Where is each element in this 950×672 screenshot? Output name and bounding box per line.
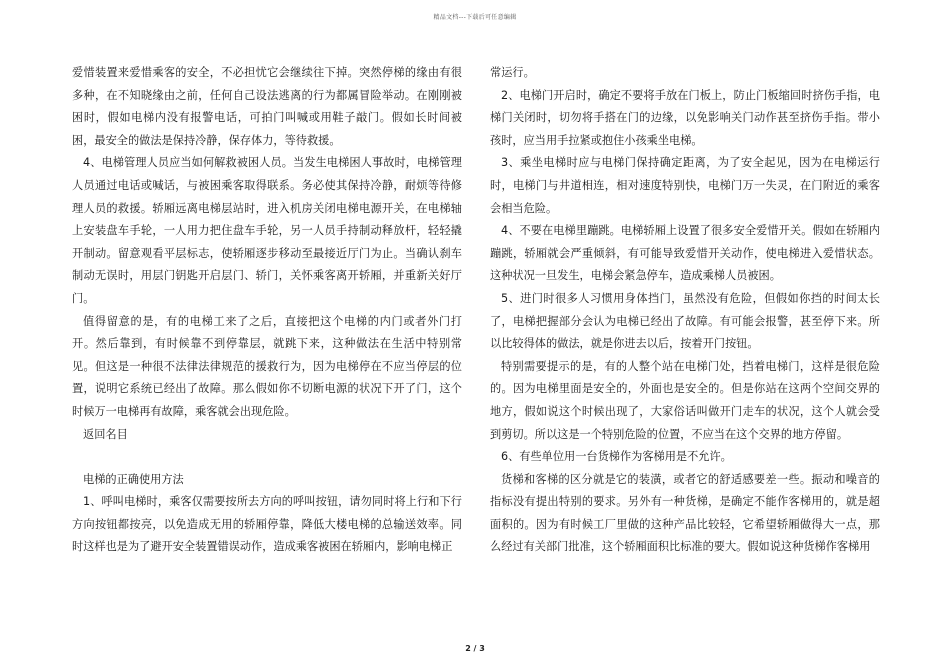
section-heading: 电梯的正确使用方法 <box>83 472 184 486</box>
right-column <box>490 62 880 559</box>
paragraph: 特别需要提示的是，有的人整个站在电梯门处，挡着电梯门，这样是很危险的。因为电梯里面是安全的，外面也是安全的。但是你站在这两个空间交界的地方，假如说这个时候出现了，大家俗话叫做开门走车的状况，这个人就会受到剪切。所以这是一个特别危险的位置，不应当在这个交界的地方停留。 <box>490 359 880 441</box>
paragraph: 3、乘坐电梯时应与电梯门保持确定距离，为了安全起见，因为在电梯运行时，电梯门与井道相连，相对速度特别快，电梯门万一失灵，在门附近的乘客会相当危险。 <box>490 156 880 215</box>
paragraph: 4、电梯管理人员应当如何解救被困人员。当发生电梯困人事故时，电梯管理人员通过电话或喊话，与被困乘客取得联系。务必使其保持冷静，耐烦等待修理人员的救援。轿厢远离电梯层站时，进入机房关闭电梯电源开关，在电梯轴上安装盘车手轮，一人用力把住盘车手轮，另一人员手持制动释放杆，轻轻撬开制动。留意观看平层标志，使轿厢逐步移动至最接近厅门为止。当确认刹车制动无误时，用层门钥匙开启层门、轿门，关怀乘客离开轿厢，并重新关好厅门。 <box>72 156 462 305</box>
page-header: 精品文档---下载后可任意编辑 <box>433 14 517 21</box>
paragraph: 5、进门时很多人习惯用身体挡门，虽然没有危险，但假如你挡的时间太长了，电梯把握部分会认为电梯已经出了故障。有可能会报警，甚至停下来。所以比较得体的做法，就是你进去以后，按着开门按钮。 <box>490 291 880 351</box>
paragraph: 2、电梯门开启时，确定不要将手放在门板上，防止门板缩回时挤伤手指，电梯门关闭时，切勿将手搭在门的边缘，以免影响关门动作甚至挤伤手指。带小孩时，应当用手拉紧或抱住小孩乘坐电梯。 <box>490 88 880 147</box>
paragraph: 值得留意的是，有的电梯工来了之后，直接把这个电梯的内门或者外门打开。然后靠到，有时候靠不到停靠层，就跳下来，这种做法在生活中特别常见。但这是一种很不法律法律规范的援救行为，因为电梯停在不应当停层的位置，说明它系统已经出了故障。那么假如你不切断电源的状况下开了门，这个时候万一电梯再有故障，乘客就会出现危险。 <box>72 314 462 418</box>
paragraph: 4、不要在电梯里蹦跳。电梯轿厢上设置了很多安全爱惜开关。假如在轿厢内蹦跳，轿厢就会严重倾斜，有可能导致爱惜开关动作，使电梯进入爱惜状态。这种状况一旦发生，电梯会紧急停车，造成乘梯人员被困。 <box>490 224 880 283</box>
paragraph: 爱惜装置来爱惜乘客的安全，不必担忧它会继续往下掉。突然停梯的缘由有很多种，在不知晓缘由之前，任何自己设法逃离的行为都属冒险举动。在刚刚被困时，假如电梯内没有报警电话，可拍门叫喊或用鞋子敲门。假如长时间被困，最安全的做法是保持冷静，保存体力，等待救援。 <box>72 66 462 147</box>
blank-line <box>72 446 462 469</box>
paragraph: 货梯和客梯的区分就是它的装潢，或者它的舒适感要差一些。振动和噪音的指标没有提出特别的要求。另外有一种货梯，是确定不能作客梯用的，就是超面积的。因为有时候工厂里做的这种产品比较轻，它希望轿厢做得大一点，那么经过有关部门批准，这个轿厢面积比标准的要大。假如说这种货梯作客梯用 <box>490 472 880 554</box>
left-column <box>72 62 462 559</box>
paragraph: 常运行。 <box>490 66 535 79</box>
paragraph: 1、呼叫电梯时，乘客仅需要按所去方向的呼叫按钮，请勿同时将上行和下行方向按钮都按亮，以免造成无用的轿厢停靠，降低大楼电梯的总输送效率。同时这样也是为了避开安全装置错误动作，造成乘客被困在轿厢内，影响电梯正 <box>72 495 462 554</box>
back-to-toc-link[interactable]: 返回名目 <box>83 427 128 441</box>
page-number: 2 / 3 <box>465 644 485 653</box>
paragraph: 6、有些单位用一台货梯作为客梯用是不允许。 <box>501 450 732 464</box>
